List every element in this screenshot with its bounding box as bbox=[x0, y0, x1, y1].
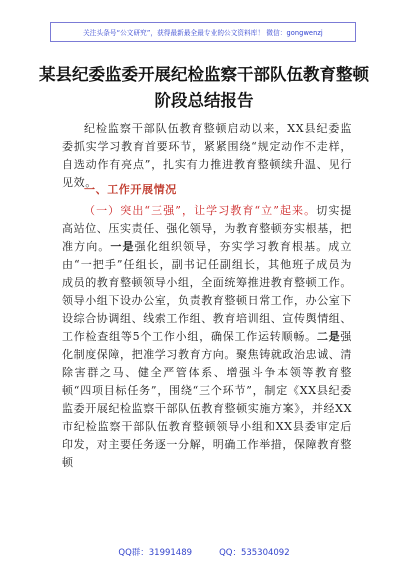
subsection-intro-text: 切实提高站位、压实责任、强化领导，为教育整顿夯实根基，把准方向。 bbox=[62, 204, 352, 253]
promo-banner-text: 关注头条号“公文研究”，获得最新最全最专业的公文资料库！ 微信：gongwenzj bbox=[83, 29, 323, 37]
section-heading: 一、工作开展情况 bbox=[84, 183, 177, 196]
footer-contact bbox=[0, 546, 408, 558]
document-title: 某县纪委监委开展纪检监察干部队伍教育整顿阶段总结报告 bbox=[39, 65, 369, 110]
body-paragraph bbox=[62, 202, 352, 472]
intro-paragraph: 纪检监察干部队伍教育整顿启动以来，XX县纪委监委抓实学习教育首要环节，紧紧围绕“规定动作不走样，自选动作有亮点”，扎实有力推进教育整顿续升温、见行见效。 bbox=[62, 122, 352, 189]
promo-banner bbox=[50, 22, 356, 42]
point-label-1: 一是 bbox=[110, 240, 135, 253]
point-label-2: 二是 bbox=[316, 330, 341, 343]
point-text-1: 强化组织领导，夯实学习教育根基。成立由“一把手”任组长，副书记任副组长，其他班子成员为成员的教育整顿领导小组，全面统筹推进教育整顿工作。领导小组下设办公室，负责教育整顿日常工作，办公室下设综合协调组、线索工作组、教育培训组、宣传舆情组、工作检查组等5个工作小组，确保工作运转顺畅。 bbox=[62, 240, 352, 343]
footer-qq-group: QQ群：31991489 bbox=[118, 548, 193, 558]
subsection-heading: （一）突出“三强”，让学习教育“立”起来。 bbox=[84, 204, 317, 217]
point-text-2: 强化制度保障，把准学习教育方向。聚焦铸就政治忠诚、清除害群之马、健全严管体系、增强斗争本领等教育整顿“四项目标任务”，围绕“三个环节”，制定《XX县纪委监委开展纪检监察干部队伍教育整顿实施方案》，并经XX市纪检监察干部队伍教育整顿领导小组和XX县委审定后印发，对主要任务逐一分解，明确工作举措，保障教育整顿 bbox=[62, 330, 353, 469]
footer-qq-number: QQ：535304092 bbox=[219, 548, 290, 558]
